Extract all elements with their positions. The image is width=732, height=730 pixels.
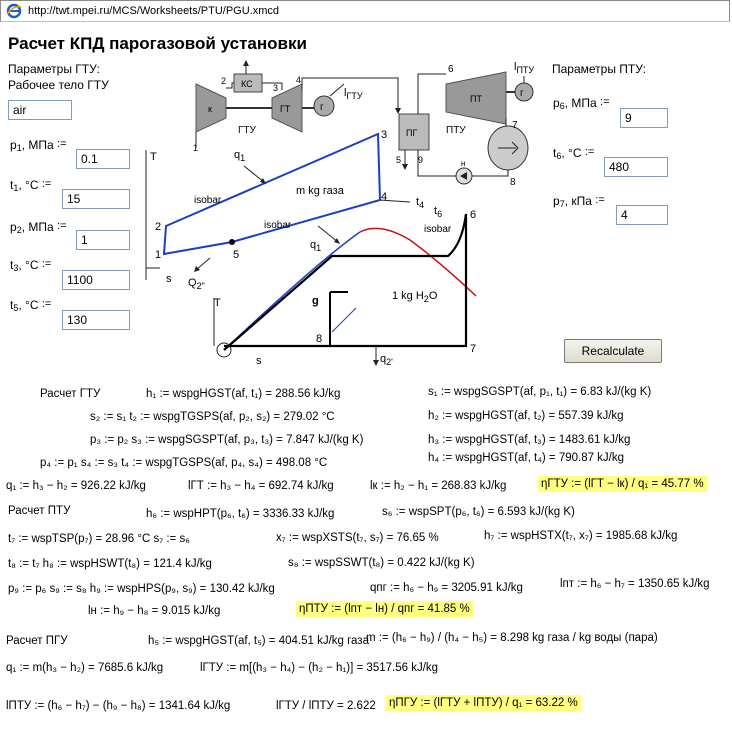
eq-h4: h₄ := wspgHGST(af, t₄) = 790.87 kJ/kg bbox=[428, 452, 625, 464]
svg-text:2: 2 bbox=[221, 76, 227, 86]
svg-text:н: н bbox=[461, 159, 466, 168]
p1-label: $p_1$, МПа := bbox=[10, 138, 67, 153]
eq-h5: h₅ := wspgHGST(af, t₅) = 404.51 kJ/kg газа bbox=[148, 635, 369, 647]
pgu-calc-heading: Расчет ПГУ bbox=[6, 635, 68, 647]
combustor-label: КС bbox=[241, 79, 253, 89]
eq-p9-s9-h9: p₉ := p₆ s₉ := s₈ h₉ := wspHPS(p₉, s₉) = 130.42 kJ/kg bbox=[8, 583, 275, 595]
eq-p4-s4-t4: p₄ := p₁ s₄ := s₃ t₄ := wspgTGSPS(af, p₄, s₄) = 498.08 °C bbox=[40, 457, 328, 469]
eq-ratio: lГТУ / lПТУ = 2.622 bbox=[276, 700, 376, 712]
generator-ptu bbox=[515, 83, 533, 101]
t5-label: $t_5$, °C := bbox=[10, 298, 52, 313]
svg-text:6: 6 bbox=[448, 64, 454, 75]
eq-h2: h₂ := wspgHGST(af, t₂) = 557.39 kJ/kg bbox=[428, 410, 624, 422]
m-kg-gas-label: m kg газа bbox=[296, 185, 344, 197]
eq-s6: s₆ := wspSPT(p₆, t₆) = 6.593 kJ/(kg K) bbox=[382, 506, 575, 518]
ptu-caption: ПТУ bbox=[446, 125, 466, 136]
eq-t7-s7: t₇ := wspTSP(p₇) = 28.96 °C s₇ := s₆ bbox=[8, 533, 190, 545]
svg-text:7: 7 bbox=[512, 120, 518, 131]
svg-text:q1: $q_1$ bbox=[234, 149, 246, 163]
svg-text:1: 1 bbox=[155, 249, 162, 261]
svg-text:T: T bbox=[150, 151, 157, 163]
isobar-label-bottom: isobar bbox=[264, 220, 292, 231]
t3-input[interactable]: 1100 bbox=[62, 270, 130, 290]
l-ptu-label: $l_{ПТУ}$ bbox=[514, 61, 535, 75]
svg-text:9: 9 bbox=[418, 155, 424, 165]
gas-turbine-label: ГТ bbox=[280, 104, 291, 114]
svg-text:7: 7 bbox=[470, 343, 477, 355]
compressor-label: к bbox=[208, 104, 212, 114]
eq-s1: s₁ := wspgSGSPT(af, p₁, t₁) = 6.83 kJ/(kg K) bbox=[428, 386, 652, 398]
eq-h6: h₆ := wspHPT(p₆, t₆) = 3336.33 kJ/kg bbox=[146, 508, 335, 520]
ts-diagram bbox=[146, 129, 442, 291]
eq-eta-ptu: ηПТУ := (lпт − lн) / qпг = 41.85 % bbox=[296, 601, 473, 617]
eq-h1: h₁ := wspgHGST(af, t₁) = 288.56 kJ/kg bbox=[146, 388, 341, 400]
eq-qpg: qпг := h₆ − h₉ = 3205.91 kJ/kg bbox=[370, 582, 523, 594]
svg-text:3: 3 bbox=[273, 83, 279, 93]
svg-text:3: 3 bbox=[381, 129, 388, 141]
eq-lptu: lПТУ := (h₆ − h₇) − (h₉ − h₈) = 1341.64 kJ/kg bbox=[6, 700, 231, 712]
svg-text:8: 8 bbox=[510, 177, 516, 188]
ptu-params-heading: Параметры ПТУ: bbox=[552, 62, 646, 76]
t1-input[interactable]: 15 bbox=[62, 189, 130, 209]
gtu-calc-heading: Расчет ГТУ bbox=[40, 388, 101, 400]
svg-text:isobar: isobar bbox=[424, 224, 452, 235]
t3-label: $t_3$, °C := bbox=[10, 258, 52, 273]
ptu-calc-heading: Расчет ПТУ bbox=[8, 505, 71, 517]
svg-text:г: г bbox=[520, 88, 524, 99]
svg-text:4: 4 bbox=[381, 191, 388, 203]
eq-ln: lн := h₉ − h₈ = 9.015 kJ/kg bbox=[88, 605, 221, 617]
t6-label: $t_6$, °C := bbox=[553, 146, 595, 161]
eq-q1: q₁ := h₃ − h₂ = 926.22 kJ/kg bbox=[6, 480, 146, 492]
gtu-caption: ГТУ bbox=[238, 125, 256, 136]
gtu-schematic bbox=[193, 60, 401, 153]
t6-input[interactable]: 480 bbox=[604, 157, 668, 177]
svg-text:1 kg H2O: 1 kg $H_2O$ bbox=[392, 290, 438, 304]
ptu-schematic bbox=[396, 61, 534, 188]
svg-text:8: 8 bbox=[316, 333, 323, 345]
eq-q1-pgu: q₁ := m(h₃ − h₂) = 7685.6 kJ/kg bbox=[6, 662, 164, 674]
p6-input[interactable]: 9 bbox=[620, 108, 668, 128]
svg-text:4: 4 bbox=[296, 75, 302, 85]
svg-text:1: 1 bbox=[193, 143, 199, 153]
recalculate-button[interactable]: Recalculate bbox=[564, 339, 662, 363]
eq-lgtu: lГТУ := m[(h₃ − h₄) − (h₂ − h₁)] = 3517.56 kJ/kg bbox=[200, 662, 439, 674]
svg-text:q2': $q_{2'}$ bbox=[380, 353, 393, 367]
address-url[interactable]: http://twt.mpei.ru/MCS/Worksheets/PTU/PGU.xmcd bbox=[28, 5, 280, 17]
p7-input[interactable]: 4 bbox=[616, 205, 668, 225]
eq-lk: lк := h₂ − h₁ = 268.83 kJ/kg bbox=[370, 480, 507, 492]
svg-text:5: 5 bbox=[396, 155, 402, 165]
svg-text:s: s bbox=[256, 355, 262, 367]
svg-text:ПТ: ПТ bbox=[470, 94, 482, 104]
eq-eta-pgu: ηПГУ := (lГТУ + lПТУ) / q₁ = 63.22 % bbox=[386, 695, 581, 711]
t5-input[interactable]: 130 bbox=[62, 310, 130, 330]
svg-text:t4: $t_4$ bbox=[416, 196, 425, 210]
eq-lpt: lпт := h₆ − h₇ = 1350.65 kJ/kg bbox=[560, 578, 710, 590]
svg-text:2: 2 bbox=[155, 221, 162, 233]
svg-text:Q2": $Q_{2"}$ bbox=[188, 277, 205, 291]
eq-t8-h8: t₈ := t₇ h₈ := wspHSWT(t₈) = 121.4 kJ/kg bbox=[8, 558, 212, 570]
generator-gtu bbox=[314, 96, 334, 116]
working-fluid-input[interactable]: air bbox=[8, 100, 72, 120]
svg-text:t6: $t_6$ bbox=[434, 205, 443, 219]
svg-text:6: 6 bbox=[470, 209, 477, 221]
svg-text:ПГ: ПГ bbox=[406, 128, 418, 138]
eq-eta-gtu: ηГТУ := (lГТ − lк) / q₁ = 45.77 % bbox=[538, 476, 707, 492]
gtu-params-heading: Параметры ГТУ: bbox=[8, 62, 100, 76]
steam-ts-diagram bbox=[214, 209, 476, 367]
eq-s2-t2: s₂ := s₁ t₂ := wspgTGSPS(af, p₂, s₂) = 279.02 °C bbox=[90, 411, 335, 423]
eq-h7: h₇ := wspHSTX(t₇, x₇) = 1985.68 kJ/kg bbox=[484, 530, 678, 542]
svg-text:5: 5 bbox=[233, 249, 240, 261]
p2-input[interactable]: 1 bbox=[76, 230, 130, 250]
svg-text:s: s bbox=[166, 273, 172, 285]
eq-m: m := (h₆ − h₉) / (h₄ − h₅) = 8.298 kg газа / kg воды (пара) bbox=[366, 632, 658, 644]
page-title: Расчет КПД парогазовой установки bbox=[8, 34, 307, 53]
eq-lgt: lГТ := h₃ − h₄ = 692.74 kJ/kg bbox=[188, 480, 334, 492]
eq-s8: s₈ := wspSSWT(t₈) = 0.422 kJ/(kg K) bbox=[288, 557, 475, 569]
working-fluid-label: Рабочее тело ГТУ bbox=[8, 78, 109, 92]
svg-text:g: g bbox=[312, 295, 319, 307]
p1-input[interactable]: 0.1 bbox=[76, 149, 130, 169]
p2-label: $p_2$, МПа := bbox=[10, 220, 67, 235]
t1-label: $t_1$, °C := bbox=[10, 178, 52, 193]
generator-gtu-label: г bbox=[320, 102, 324, 113]
svg-text:q1: $q_1$ bbox=[310, 239, 322, 253]
p6-label: $p_6$, МПа := bbox=[553, 96, 610, 111]
eq-h3: h₃ := wspgHGST(af, t₃) = 1483.61 kJ/kg bbox=[428, 434, 631, 446]
isobar-label-top: isobar bbox=[194, 195, 222, 206]
l-gtu-label: $l_{ГТУ}$ bbox=[344, 87, 363, 101]
p7-label: $p_7$, кПа := bbox=[553, 194, 605, 209]
eq-x7: x₇ := wspXSTS(t₇, s₇) = 76.65 % bbox=[276, 532, 439, 544]
svg-text:T: T bbox=[214, 297, 221, 309]
eq-p3-s3: p₃ := p₂ s₃ := wspgSGSPT(af, p₃, t₃) = 7.847 kJ/(kg K) bbox=[90, 434, 364, 446]
